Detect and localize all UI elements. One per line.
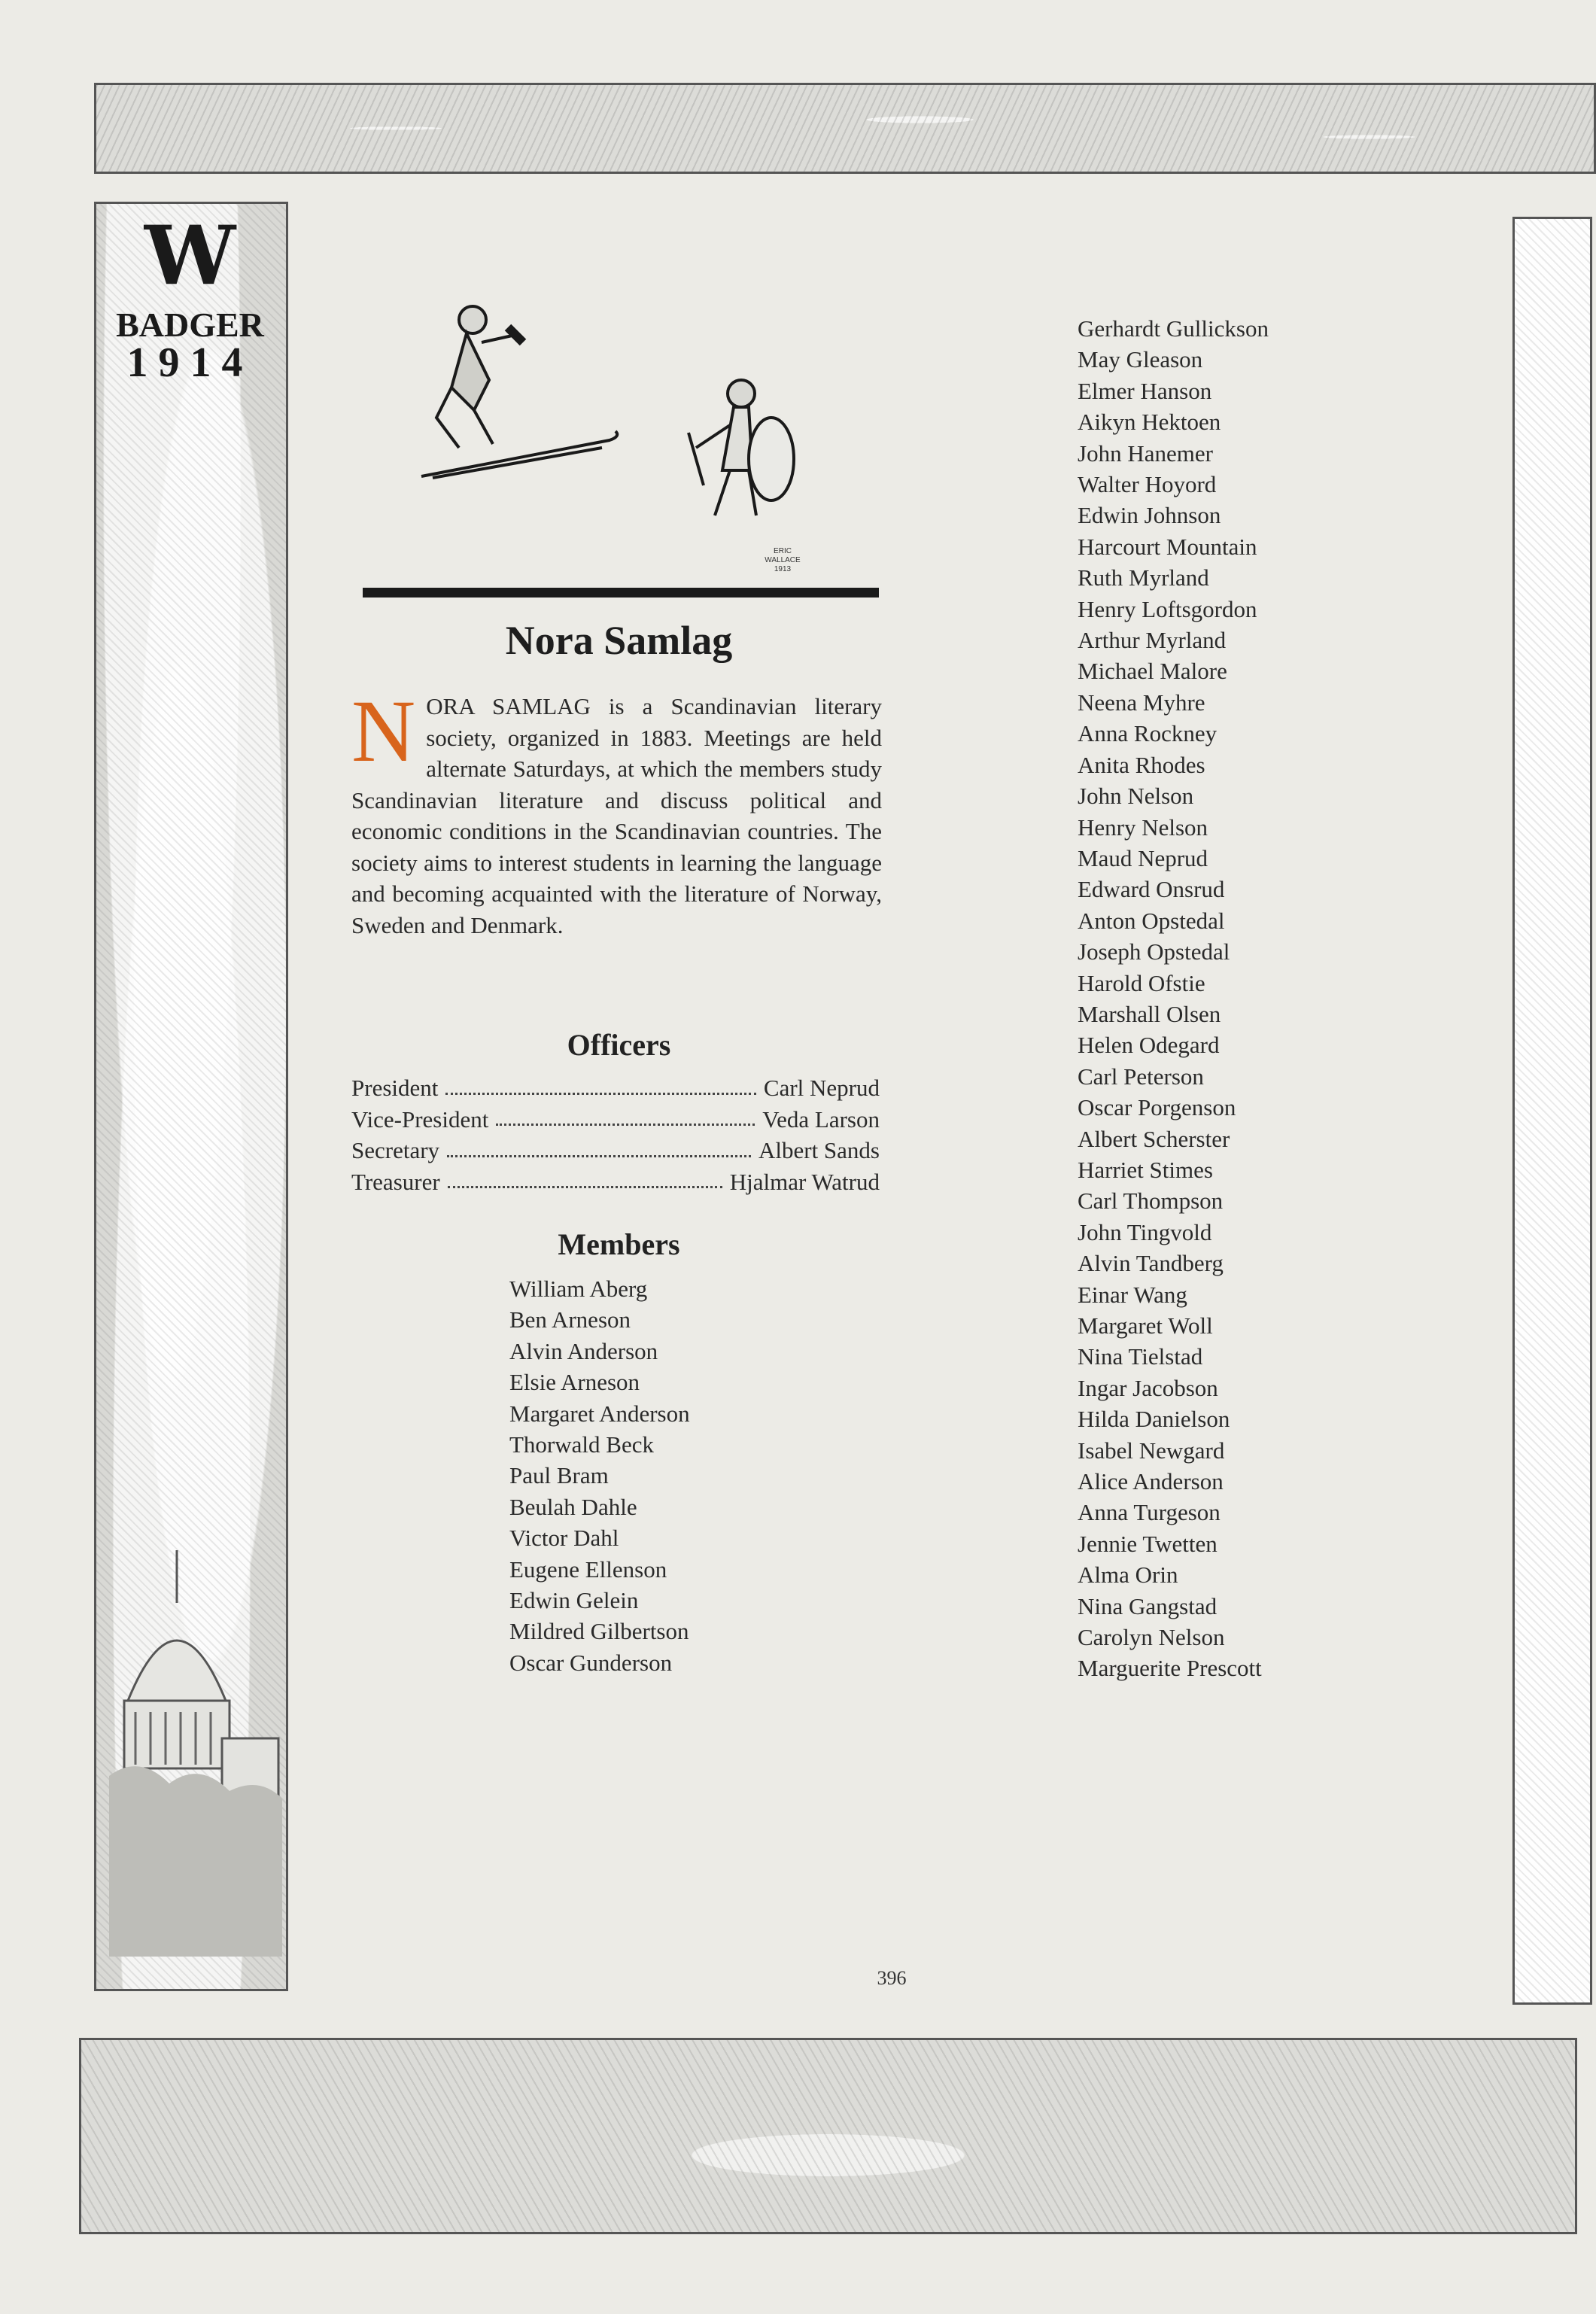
badge-year: 1914 xyxy=(126,339,254,386)
intro-paragraph xyxy=(351,682,882,941)
member-name: Anna Turgeson xyxy=(1078,1499,1221,1526)
member-name: Edwin Gelein xyxy=(509,1587,639,1614)
dot-leader xyxy=(445,1072,756,1095)
officer-name: Hjalmar Watrud xyxy=(729,1168,880,1195)
officer-row xyxy=(351,1072,880,1104)
member-name: Walter Hoyord xyxy=(1078,471,1217,498)
right-decorative-pillar xyxy=(1512,217,1592,2005)
officer-name: Albert Sands xyxy=(758,1137,880,1163)
capitol-dome-icon xyxy=(109,1550,282,1957)
member-name: Oscar Porgenson xyxy=(1078,1094,1236,1121)
badge-name: BADGER xyxy=(116,306,264,344)
member-name: Harriet Stimes xyxy=(1078,1156,1213,1183)
member-name: Victor Dahl xyxy=(509,1525,619,1552)
dot-leader xyxy=(448,1166,722,1189)
member-name: John Hanemer xyxy=(1078,439,1213,467)
member-name: Eugene Ellenson xyxy=(509,1555,667,1583)
artist-signature-line: ERIC xyxy=(774,547,792,555)
member-name: Joseph Opstedal xyxy=(1078,938,1230,965)
member-name: Ben Arneson xyxy=(509,1306,631,1333)
top-decorative-border xyxy=(94,83,1596,174)
member-name: John Nelson xyxy=(1078,783,1194,810)
intro-text: ORA SAMLAG is a Scandinavian literary society, organized in 1883. Meetings are held alternate Saturdays, at which the members study Scandinavian literature and discuss political and economic conditions in the Scandinavian countries. The society aims to interest students in learning the language and becoming acquainted with the literature of Norway, Sweden and Denmark. xyxy=(351,693,882,938)
officers-heading: Officers xyxy=(567,1028,671,1062)
member-name: Carolyn Nelson xyxy=(1078,1624,1225,1651)
member-name: Carl Thompson xyxy=(1078,1187,1224,1215)
member-name: William Aberg xyxy=(509,1276,648,1302)
officer-title: Secretary xyxy=(351,1137,440,1163)
drop-cap: N xyxy=(351,682,416,780)
member-name: Harcourt Mountain xyxy=(1078,533,1257,560)
officer-title: Treasurer xyxy=(351,1168,440,1195)
member-name: Arthur Myrland xyxy=(1078,627,1227,654)
dot-leader xyxy=(447,1135,751,1157)
member-name: Albert Scherster xyxy=(1078,1125,1230,1152)
member-name: Carl Peterson xyxy=(1078,1063,1204,1090)
officer-title: Vice-President xyxy=(351,1105,489,1133)
member-name: Alvin Anderson xyxy=(509,1337,658,1364)
skier-and-warrior-illustration xyxy=(361,297,880,598)
member-name: Ruth Myrland xyxy=(1078,564,1209,591)
officers-list xyxy=(351,1072,880,1197)
member-name: Einar Wang xyxy=(1078,1281,1187,1308)
member-name: Nina Tielstad xyxy=(1078,1343,1203,1370)
member-name: Isabel Newgard xyxy=(1078,1437,1225,1464)
member-name: Henry Nelson xyxy=(1078,813,1208,841)
members-heading: Members xyxy=(558,1227,680,1261)
member-name: Helen Odegard xyxy=(1078,1032,1220,1059)
member-name: Edward Onsrud xyxy=(1078,876,1225,903)
bottom-decorative-scene xyxy=(79,2038,1577,2234)
badger-1914-logo xyxy=(102,208,278,386)
member-name: Mildred Gilbertson xyxy=(509,1618,689,1645)
member-name: Anita Rhodes xyxy=(1078,751,1205,778)
officer-name: Veda Larson xyxy=(762,1105,880,1133)
artist-signature-line: 1913 xyxy=(774,565,792,573)
member-name: Michael Malore xyxy=(1078,658,1227,685)
member-name: Paul Bram xyxy=(509,1462,609,1489)
member-name: Marguerite Prescott xyxy=(1078,1655,1262,1682)
member-name: Elmer Hanson xyxy=(1078,377,1212,404)
member-name: Henry Loftsgordon xyxy=(1078,595,1257,622)
member-name: Anton Opstedal xyxy=(1078,907,1225,934)
member-name: Edwin Johnson xyxy=(1078,502,1221,529)
member-name: Anna Rockney xyxy=(1078,720,1218,747)
members-list-left xyxy=(509,1273,690,1678)
members-list-right xyxy=(1078,313,1269,1684)
officer-row xyxy=(351,1104,880,1136)
member-name: Ingar Jacobson xyxy=(1078,1374,1218,1401)
officer-row xyxy=(351,1135,880,1166)
member-name: Beulah Dahle xyxy=(509,1493,637,1520)
artist-signature-line: WALLACE xyxy=(765,556,801,564)
member-name: Thorwald Beck xyxy=(509,1431,654,1458)
member-name: Aikyn Hektoen xyxy=(1078,409,1221,436)
member-name: John Tingvold xyxy=(1078,1218,1212,1245)
page-title: Nora Samlag xyxy=(505,618,733,663)
officer-row xyxy=(351,1166,880,1198)
member-name: Margaret Woll xyxy=(1078,1312,1213,1339)
member-name: Hilda Danielson xyxy=(1078,1406,1230,1433)
officer-title: President xyxy=(351,1075,439,1101)
member-name: Harold Ofstie xyxy=(1078,969,1205,996)
page-number: 396 xyxy=(877,1967,907,1989)
member-name: Neena Myhre xyxy=(1078,689,1205,716)
dot-leader xyxy=(496,1104,755,1127)
member-name: Jennie Twetten xyxy=(1078,1530,1218,1557)
member-name: Oscar Gunderson xyxy=(509,1649,673,1676)
member-name: Gerhardt Gullickson xyxy=(1078,315,1269,342)
member-name: Nina Gangstad xyxy=(1078,1592,1218,1619)
member-name: Maud Neprud xyxy=(1078,844,1208,871)
member-name: Elsie Arneson xyxy=(509,1369,640,1396)
officer-name: Carl Neprud xyxy=(763,1075,880,1101)
member-name: Alvin Tandberg xyxy=(1078,1250,1224,1277)
member-name: May Gleason xyxy=(1078,346,1203,373)
badge-letter: W xyxy=(144,208,236,303)
member-name: Marshall Olsen xyxy=(1078,1000,1221,1027)
member-name: Alma Orin xyxy=(1078,1561,1178,1589)
member-name: Alice Anderson xyxy=(1078,1468,1224,1495)
member-name: Margaret Anderson xyxy=(509,1400,690,1427)
